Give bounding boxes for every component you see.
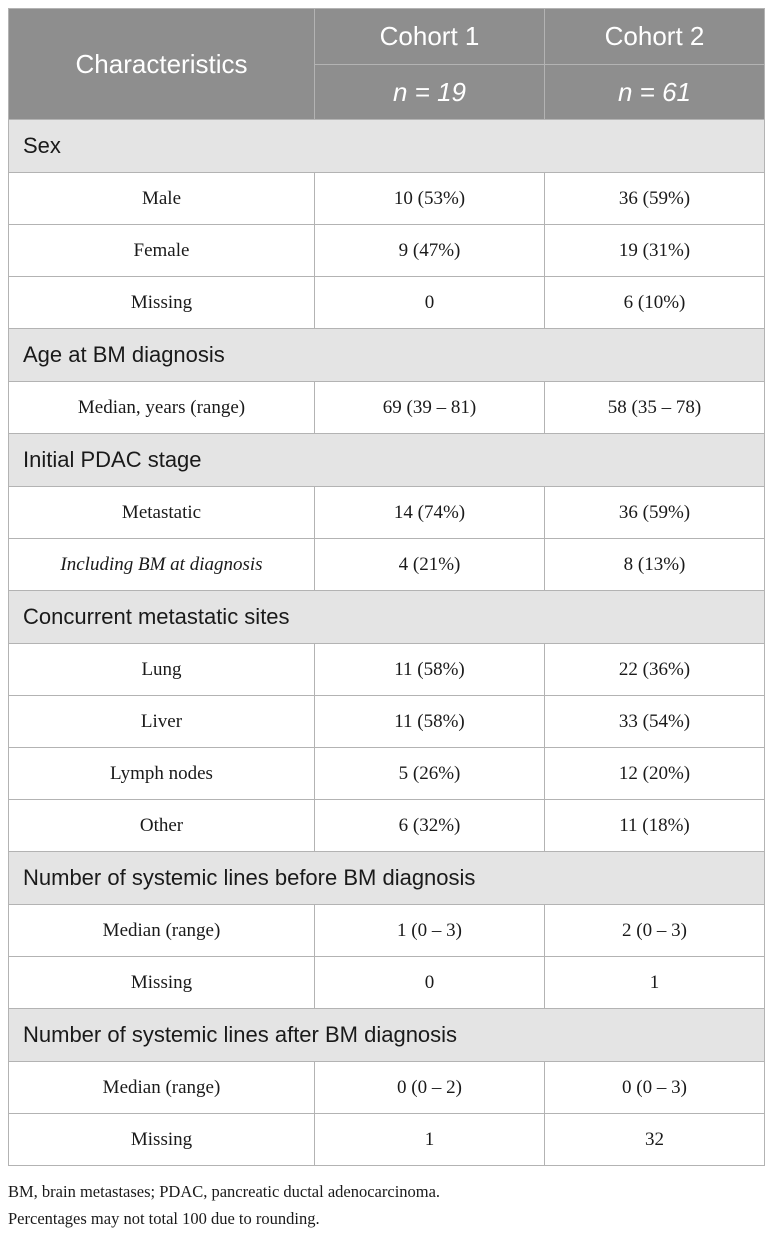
table-row — [9, 173, 765, 225]
table-row — [9, 1062, 765, 1114]
row-label: Lung — [9, 644, 315, 696]
cohort-1-value: 14 (74%) — [315, 487, 545, 539]
cohort-1-value: 4 (21%) — [315, 539, 545, 591]
cohort-2-value: 6 (10%) — [545, 277, 765, 329]
cohort-1-value: 5 (26%) — [315, 748, 545, 800]
table-row — [9, 539, 765, 591]
row-label: Male — [9, 173, 315, 225]
section-row — [9, 434, 765, 487]
cohort-2-value: 36 (59%) — [545, 487, 765, 539]
section-row — [9, 1009, 765, 1062]
section-title: Sex — [9, 120, 765, 173]
cohort-1-value: 11 (58%) — [315, 696, 545, 748]
row-label: Median (range) — [9, 1062, 315, 1114]
table-row — [9, 800, 765, 852]
cohort-2-value: 11 (18%) — [545, 800, 765, 852]
table-row — [9, 957, 765, 1009]
header-cohort-1: Cohort 1 — [315, 9, 545, 65]
cohort-1-value: 1 (0 – 3) — [315, 905, 545, 957]
cohort-1-value: 1 — [315, 1114, 545, 1166]
row-label: Missing — [9, 957, 315, 1009]
section-title: Age at BM diagnosis — [9, 329, 765, 382]
cohort-1-value: 69 (39 – 81) — [315, 382, 545, 434]
table-row — [9, 277, 765, 329]
footnote-abbreviations: BM, brain metastases; PDAC, pancreatic ductal adenocarcinoma. — [8, 1182, 441, 1201]
cohort-2-value: 1 — [545, 957, 765, 1009]
cohort-2-value: 19 (31%) — [545, 225, 765, 277]
section-title: Concurrent metastatic sites — [9, 591, 765, 644]
row-label: Liver — [9, 696, 315, 748]
cohort-2-value: 0 (0 – 3) — [545, 1062, 765, 1114]
header-cohort-2: Cohort 2 — [545, 9, 765, 65]
footnote-rounding: Percentages may not total 100 due to rounding. — [8, 1209, 320, 1228]
cohort-1-value: 10 (53%) — [315, 173, 545, 225]
cohort-2-value: 2 (0 – 3) — [545, 905, 765, 957]
row-label: Median, years (range) — [9, 382, 315, 434]
section-title: Number of systemic lines after BM diagnosis — [9, 1009, 765, 1062]
cohort-2-value: 22 (36%) — [545, 644, 765, 696]
cohort-1-value: 0 (0 – 2) — [315, 1062, 545, 1114]
section-row — [9, 852, 765, 905]
row-label: Metastatic — [9, 487, 315, 539]
table-row — [9, 696, 765, 748]
header-characteristics: Characteristics — [9, 9, 315, 120]
cohort-1-value: 11 (58%) — [315, 644, 545, 696]
cohort-2-value: 32 — [545, 1114, 765, 1166]
cohort-1-value: 9 (47%) — [315, 225, 545, 277]
section-title: Initial PDAC stage — [9, 434, 765, 487]
table-row — [9, 748, 765, 800]
header-n-cohort-2: n = 61 — [545, 65, 765, 120]
header-n-cohort-1: n = 19 — [315, 65, 545, 120]
row-label: Other — [9, 800, 315, 852]
row-label: Lymph nodes — [9, 748, 315, 800]
row-label: Missing — [9, 1114, 315, 1166]
cohort-2-value: 36 (59%) — [545, 173, 765, 225]
table-row — [9, 644, 765, 696]
table-row — [9, 905, 765, 957]
cohort-2-value: 8 (13%) — [545, 539, 765, 591]
cohort-2-value: 58 (35 – 78) — [545, 382, 765, 434]
cohort-1-value: 0 — [315, 957, 545, 1009]
table-row — [9, 1114, 765, 1166]
table-row — [9, 382, 765, 434]
row-label: Median (range) — [9, 905, 315, 957]
row-label: Including BM at diagnosis — [9, 539, 315, 591]
cohort-2-value: 33 (54%) — [545, 696, 765, 748]
row-label: Missing — [9, 277, 315, 329]
section-row — [9, 591, 765, 644]
table-row — [9, 487, 765, 539]
cohort-2-value: 12 (20%) — [545, 748, 765, 800]
row-label: Female — [9, 225, 315, 277]
cohort-1-value: 6 (32%) — [315, 800, 545, 852]
section-title: Number of systemic lines before BM diagnosis — [9, 852, 765, 905]
section-row — [9, 120, 765, 173]
cohort-1-value: 0 — [315, 277, 545, 329]
table-row — [9, 225, 765, 277]
characteristics-table — [8, 8, 765, 1166]
section-row — [9, 329, 765, 382]
